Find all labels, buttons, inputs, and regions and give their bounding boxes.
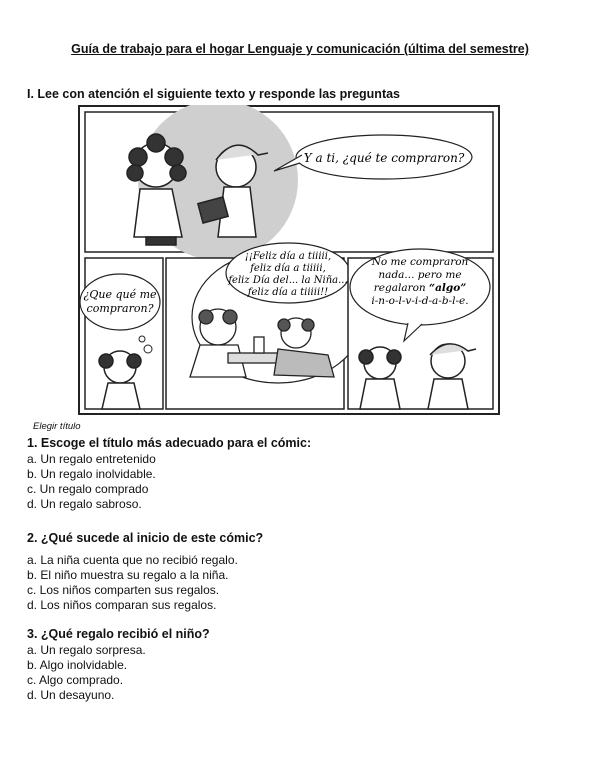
bubble-2-line-2: compraron?	[86, 302, 154, 315]
question-1-text: 1. Escoge el título más adecuado para el cómic:	[27, 436, 312, 450]
question-2	[27, 531, 263, 613]
question-3-text: 3. ¿Qué regalo recibió el niño?	[27, 627, 210, 641]
question-1-option-a: a. Un regalo entretenido	[27, 452, 156, 466]
bubble-1-text: Y a ti, ¿qué te compraron?	[303, 151, 465, 165]
bubble-4-line-1: No me compraron	[371, 256, 469, 268]
question-1-option-b: b. Un regalo inolvidable.	[27, 467, 156, 481]
bubble-4-line-4: i-n-o-l-v-i-d-a-b-l-e.	[371, 295, 469, 307]
bubble-3-line-1: ¡¡Feliz día a tiiiii,	[244, 251, 332, 262]
question-2-option-c: c. Los niños comparten sus regalos.	[27, 583, 220, 597]
question-2-text: 2. ¿Qué sucede al inicio de este cómic?	[27, 531, 264, 545]
bubble-4-line-3: regalaron “algo”	[373, 282, 467, 294]
question-3	[27, 627, 210, 703]
question-3-option-d: d. Un desayuno.	[27, 688, 115, 702]
bubble-2-line-1: ¿Que qué me	[83, 288, 157, 301]
caption-label: Elegir título	[33, 421, 81, 432]
bubble-4-line-2: nada... pero me	[378, 269, 462, 281]
question-1-option-c: c. Un regalo comprado	[27, 482, 149, 496]
question-2-option-a: a. La niña cuenta que no recibió regalo.	[27, 553, 238, 567]
question-2-option-b: b. El niño muestra su regalo a la niña.	[27, 568, 229, 582]
question-3-option-c: c. Algo comprado.	[27, 673, 124, 687]
comic-strip	[78, 105, 500, 415]
bubble-3-line-4: feliz día a tiiiii!!	[247, 287, 329, 298]
question-3-option-b: b. Algo inolvidable.	[27, 658, 128, 672]
page-title: Guía de trabajo para el hogar Lenguaje y comunicación (última del semestre)	[71, 42, 529, 56]
bubble-3-line-2: feliz día a tiiiii,	[250, 263, 326, 274]
question-3-option-a: a. Un regalo sorpresa.	[27, 643, 146, 657]
question-2-option-d: d. Los niños comparan sus regalos.	[27, 598, 217, 612]
question-1-option-d: d. Un regalo sabroso.	[27, 497, 142, 511]
question-1	[27, 436, 311, 512]
section-heading: I. Lee con atención el siguiente texto y responde las preguntas	[27, 87, 401, 101]
bubble-3-line-3: feliz Día del... la Niña...	[228, 275, 348, 286]
